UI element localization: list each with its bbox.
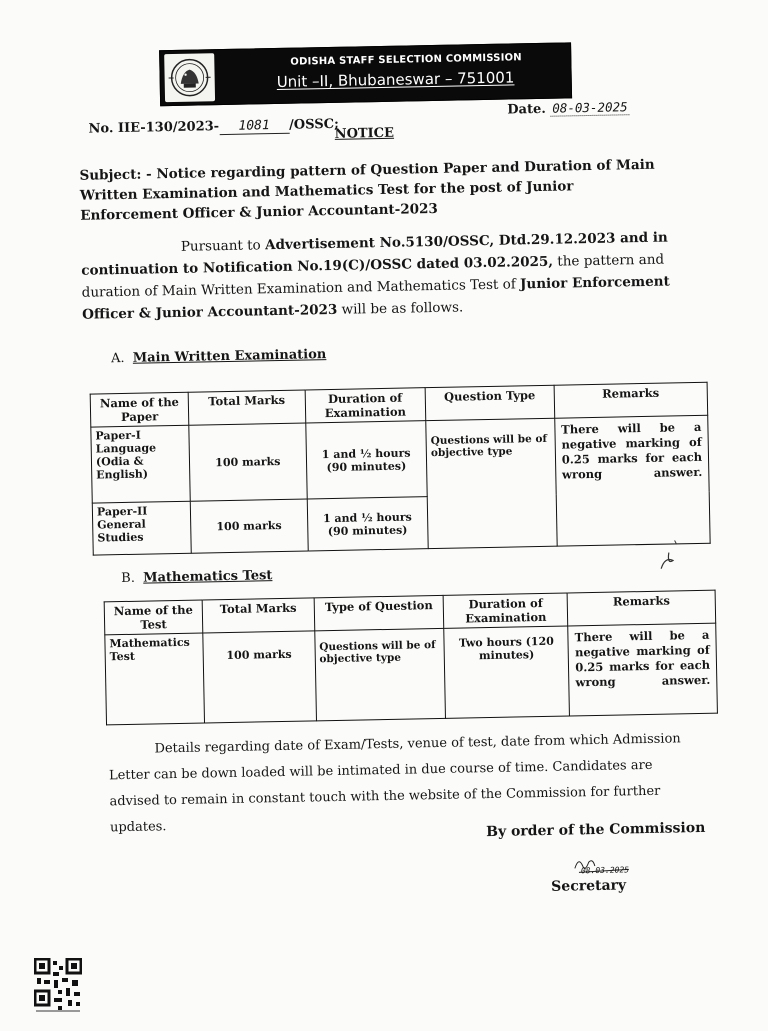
unit-address: Unit –II, Bhubaneswar – 751001 [276,68,515,91]
mathematics-test-table [104,590,718,726]
handwritten-number: 1081 [219,118,289,135]
remarks-cell: There will be a negative marking of 0.25 marks for each wrong answer. [568,623,717,716]
main-exam-table [90,382,711,556]
section-a-heading [111,347,327,366]
table-row [105,623,718,725]
section-a-title: Main Written Examination [132,347,327,366]
paper-marks: 100 marks [189,423,307,501]
date-label: Date. [507,101,546,118]
details-paragraph: Details regarding date of Exam/Tests, venue of test, date from which Admission Letter can be down loaded will be intimated in due course of time. Candidates are advised to remain in constant touch with the website of the Commission for further updates. [108,731,681,836]
section-a-letter: A. [110,350,125,367]
designation: Secretary [551,877,627,895]
reference-suffix: /OSSC; [288,116,339,133]
section-b-title: Mathematics Test [143,568,273,586]
para1-text-2: the pattern and duration of Main Written Examination and Mathematics Test of [81,251,665,301]
by-order-line: By order of the Commission [486,819,706,841]
section-b-heading [121,568,272,586]
organization-name: ODISHA STAFF SELECTION COMMISSION [290,52,522,68]
header-total-marks: Total Marks [202,598,314,633]
pen-mark-icon [653,538,690,573]
test-name: Mathematics Test [105,633,205,725]
header-total-marks: Total Marks [188,390,305,425]
letterhead-banner [159,42,572,106]
header-remarks: Remarks [567,590,715,626]
header-question-type: Question Type [425,385,554,420]
notice-title: NOTICE [334,125,395,142]
header-remarks: Remarks [554,382,708,418]
test-duration: Two hours (120 minutes) [444,626,570,718]
header-duration: Duration of Examination [444,593,568,628]
subject-line: Subject: - Notice regarding pattern of Question Paper and Duration of Main Written Examination and Mathematics Test for the post of Junior Enforcement Officer & Junior Accountant-2023 [79,156,655,224]
para1-bold-1: Advertisement No.5130/OSSC, Dtd.29.12.2023 and in continuation to Notification No.19(C)/OSSC dated 03.02.2025, [81,229,668,279]
para1-text-3: will be as follows. [337,299,464,318]
state-emblem-icon [164,53,215,102]
signature-date: 08.03.2025 [580,865,630,876]
reference-prefix: No. IIE-130/2023- [88,119,220,137]
header-duration: Duration of Examination [305,388,426,423]
paper-name: Paper-II General Studies [92,501,191,555]
test-marks: 100 marks [203,631,316,723]
paper-marks: 100 marks [190,499,307,553]
header-name-of-test: Name of the Test [104,600,203,635]
para1-text-1: Pursuant to [180,237,266,255]
intro-paragraph [81,226,673,325]
handwritten-date: 08-03-2025 [550,99,630,117]
paper-duration: 1 and ½ hours (90 minutes) [307,497,429,551]
qr-code-icon [34,958,82,1014]
paper-duration: 1 and ½ hours (90 minutes) [305,421,427,499]
header-name-of-paper: Name of the Paper [90,392,189,427]
remarks-cell: There will be a negative marking of 0.25 marks for each wrong answer. [554,415,710,546]
paper-name: Paper-I Language (Odia & English) [91,425,191,503]
header-type-of-question: Type of Question [314,595,444,630]
section-b-letter: B. [121,570,136,587]
notice-date [507,99,630,117]
table-row [91,415,709,503]
para1-bold-2: Junior Enforcement Officer & Junior Accountant-2023 [82,273,670,323]
question-type-cell: Questions will be of objective type [426,418,557,548]
reference-number [88,117,339,138]
test-question-type: Questions will be of objective type [314,628,445,720]
